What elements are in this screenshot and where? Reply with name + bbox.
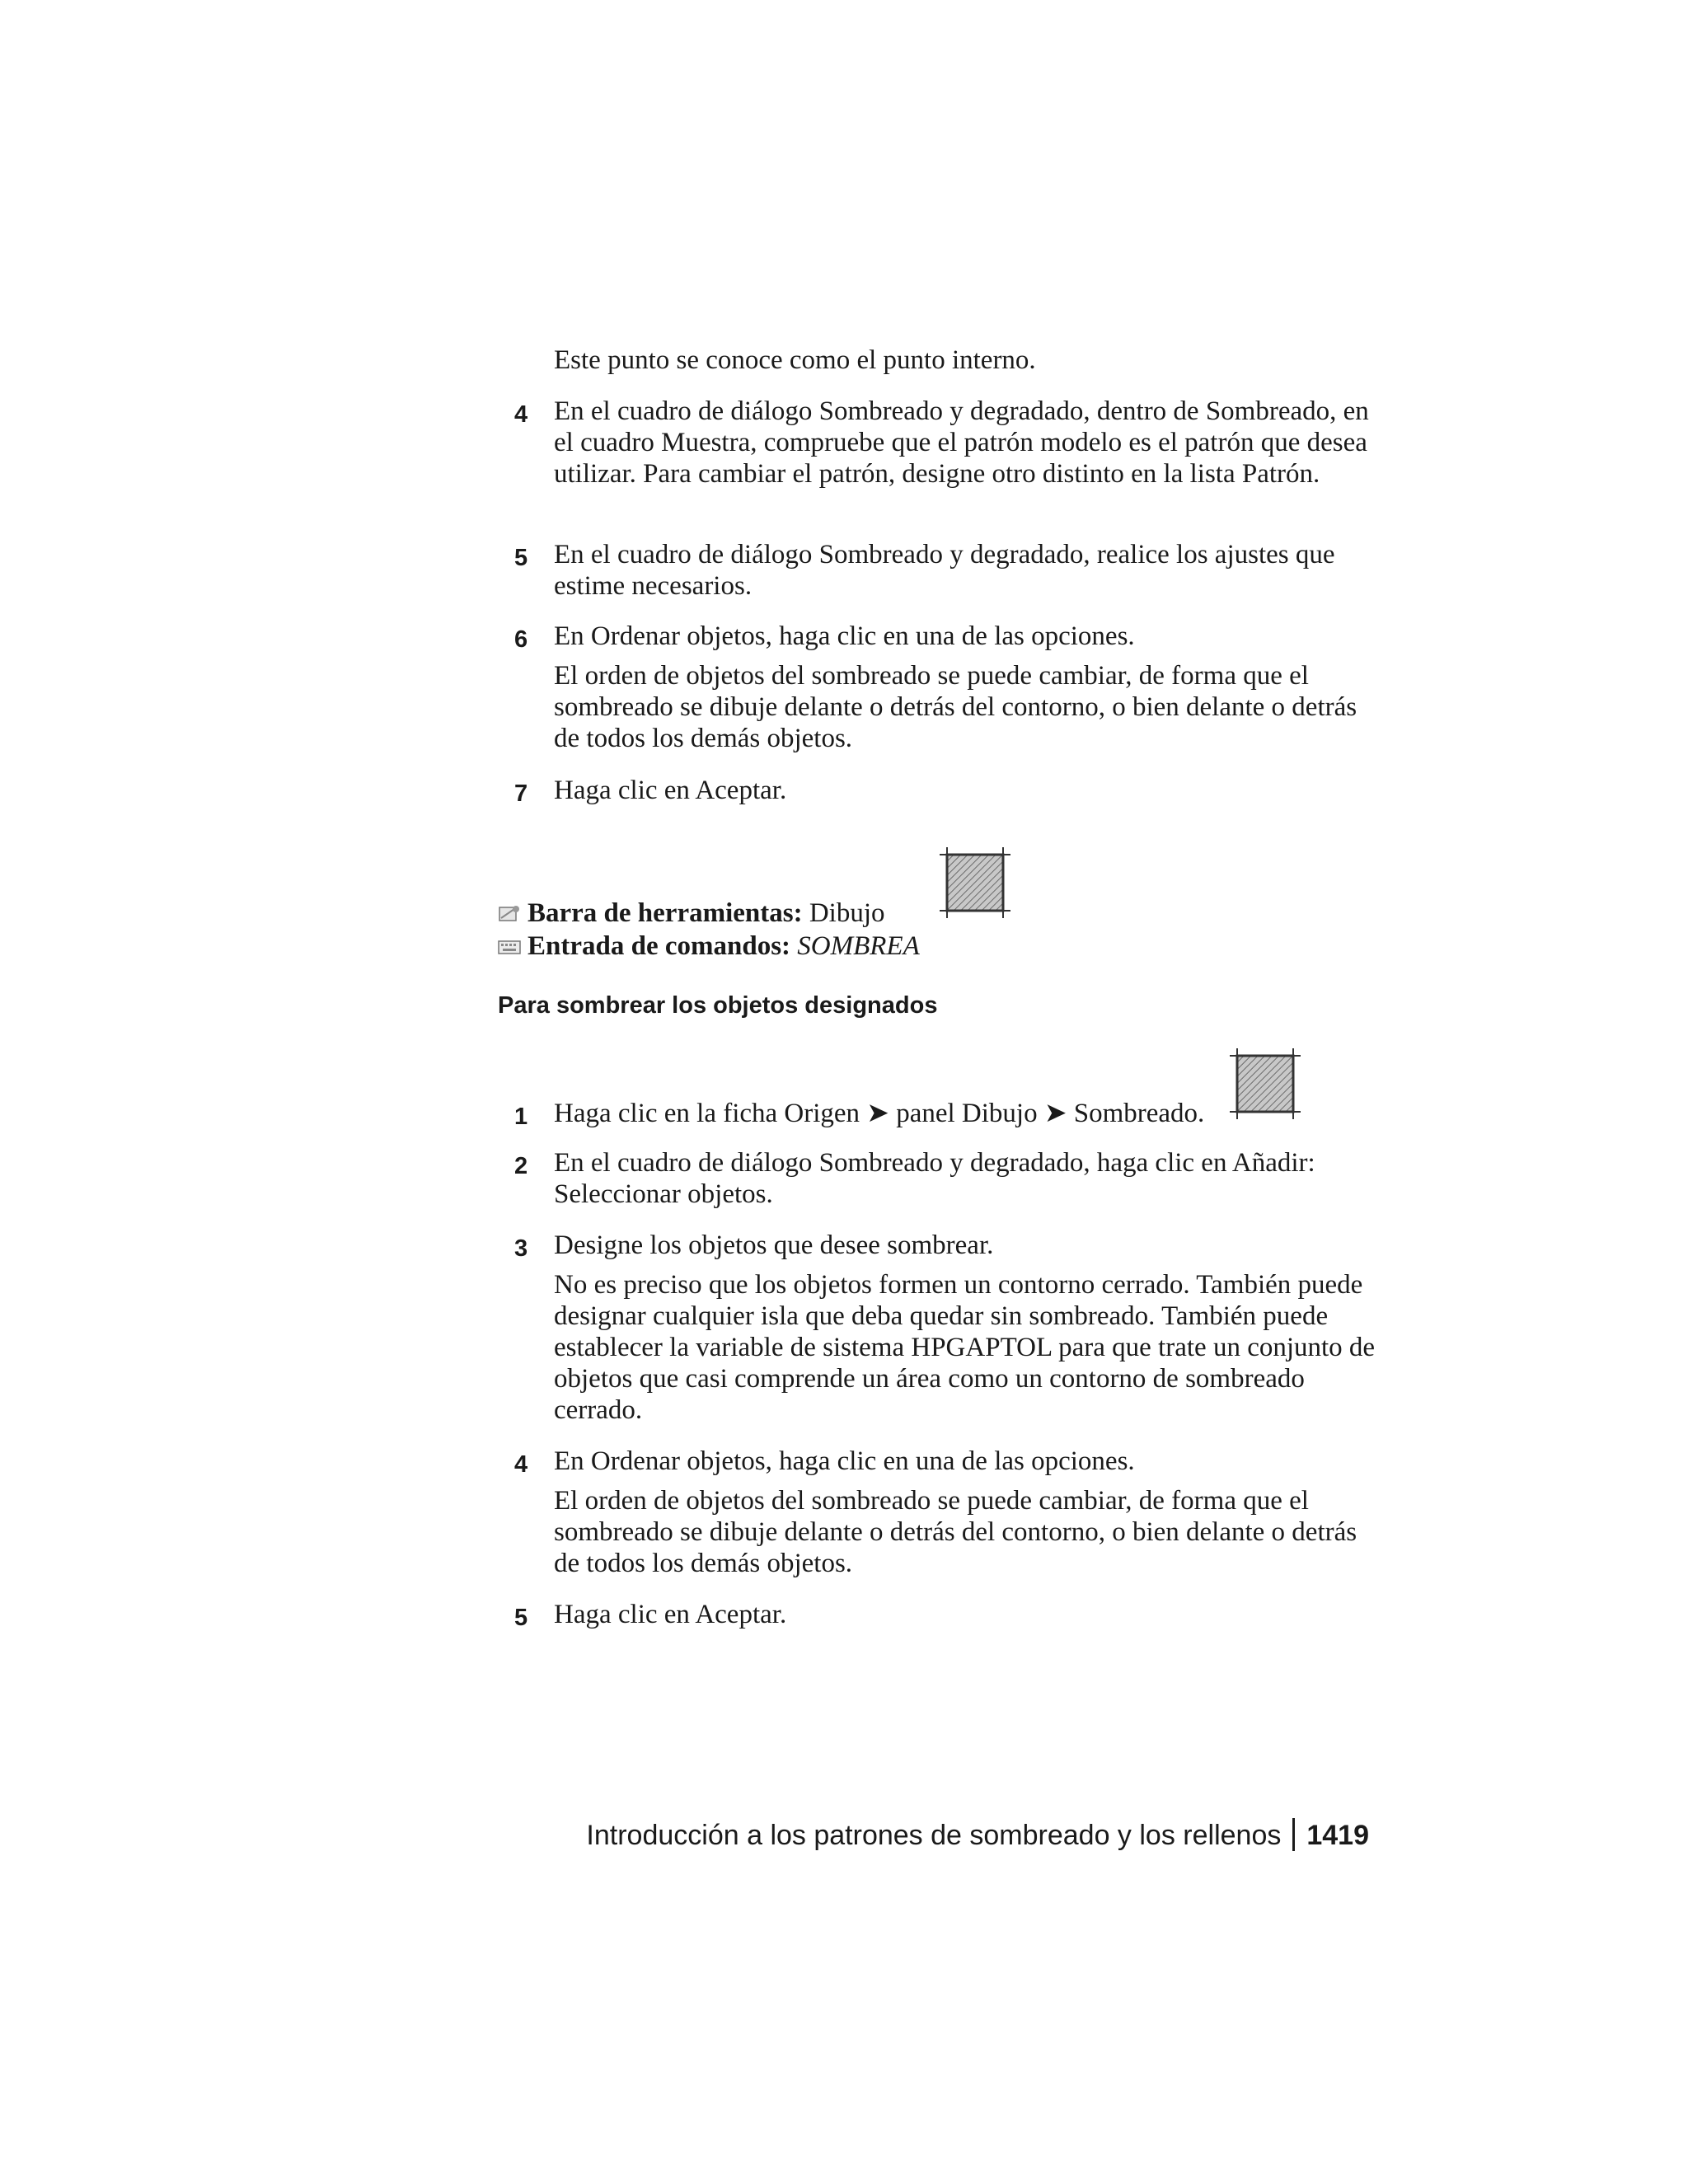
step-number: 6	[514, 626, 528, 653]
hatch-icon	[940, 847, 1010, 918]
command-access-line	[498, 930, 920, 963]
command-value: SOMBREA	[797, 931, 920, 961]
step-text: En el cuadro de diálogo Sombreado y degradado, realice los ajustes que estime necesarios.	[554, 540, 1335, 601]
step-number: 4	[514, 1451, 528, 1478]
page-footer	[586, 1818, 1369, 1852]
step-text: En el cuadro de diálogo Sombreado y degradado, haga clic en Añadir: Seleccionar objetos.	[554, 1148, 1315, 1209]
toolbar-access-line	[498, 897, 885, 930]
toolbar-value: Dibujo	[809, 898, 885, 928]
step-text: En Ordenar objetos, haga clic en una de las opciones.	[554, 1446, 1135, 1476]
hatch-icon	[1230, 1048, 1301, 1119]
step-number: 5	[514, 545, 528, 571]
footer-title: Introducción a los patrones de sombreado y los rellenos	[586, 1820, 1282, 1851]
section-heading: Para sombrear los objetos designados	[498, 992, 938, 1019]
step-text: En Ordenar objetos, haga clic en una de las opciones.	[554, 621, 1135, 651]
step-number: 4	[514, 401, 528, 428]
step-text: Designe los objetos que desee sombrear.	[554, 1230, 994, 1260]
toolbar-icon	[498, 904, 521, 924]
step-note: El orden de objetos del sombreado se puede cambiar, de forma que el sombreado se dibuje delante o detrás del contorno, o bien delante o detrás de todos los demás objetos.	[554, 1486, 1357, 1578]
step-number: 5	[514, 1605, 528, 1631]
step-number: 2	[514, 1153, 528, 1179]
step-text: En el cuadro de diálogo Sombreado y degradado, dentro de Sombreado, en el cuadro Muestra, compruebe que el patrón modelo es el patrón que desea utilizar. Para cambiar el patrón, designe otro distinto en la lista Patrón.	[554, 396, 1369, 489]
step-note: No es preciso que los objetos formen un contorno cerrado. También puede designar cualquier isla que deba quedar sin sombreado. También puede establecer la variable de sistema HPGAPTOL para que trate un conjunto de objetos que casi comprende un área como un contorno de sombreado cerrado.	[554, 1270, 1376, 1425]
step-note: El orden de objetos del sombreado se puede cambiar, de forma que el sombreado se dibuje delante o detrás del contorno, o bien delante o detrás de todos los demás objetos.	[554, 661, 1357, 753]
page-number: 1419	[1306, 1820, 1369, 1851]
toolbar-label: Barra de herramientas:	[528, 898, 803, 928]
command-label: Entrada de comandos:	[528, 931, 791, 961]
step-number: 7	[514, 780, 528, 807]
step-text: Haga clic en Aceptar.	[554, 1600, 787, 1629]
step-text: Haga clic en la ficha Origen ➤ panel Dibujo ➤ Sombreado.	[554, 1099, 1205, 1128]
step-number: 1	[514, 1104, 528, 1130]
keyboard-icon	[498, 937, 521, 957]
footer-divider	[1292, 1818, 1295, 1851]
intro-text: Este punto se conoce como el punto interno.	[554, 345, 1036, 375]
step-number: 3	[514, 1235, 528, 1262]
step-text: Haga clic en Aceptar.	[554, 776, 787, 805]
